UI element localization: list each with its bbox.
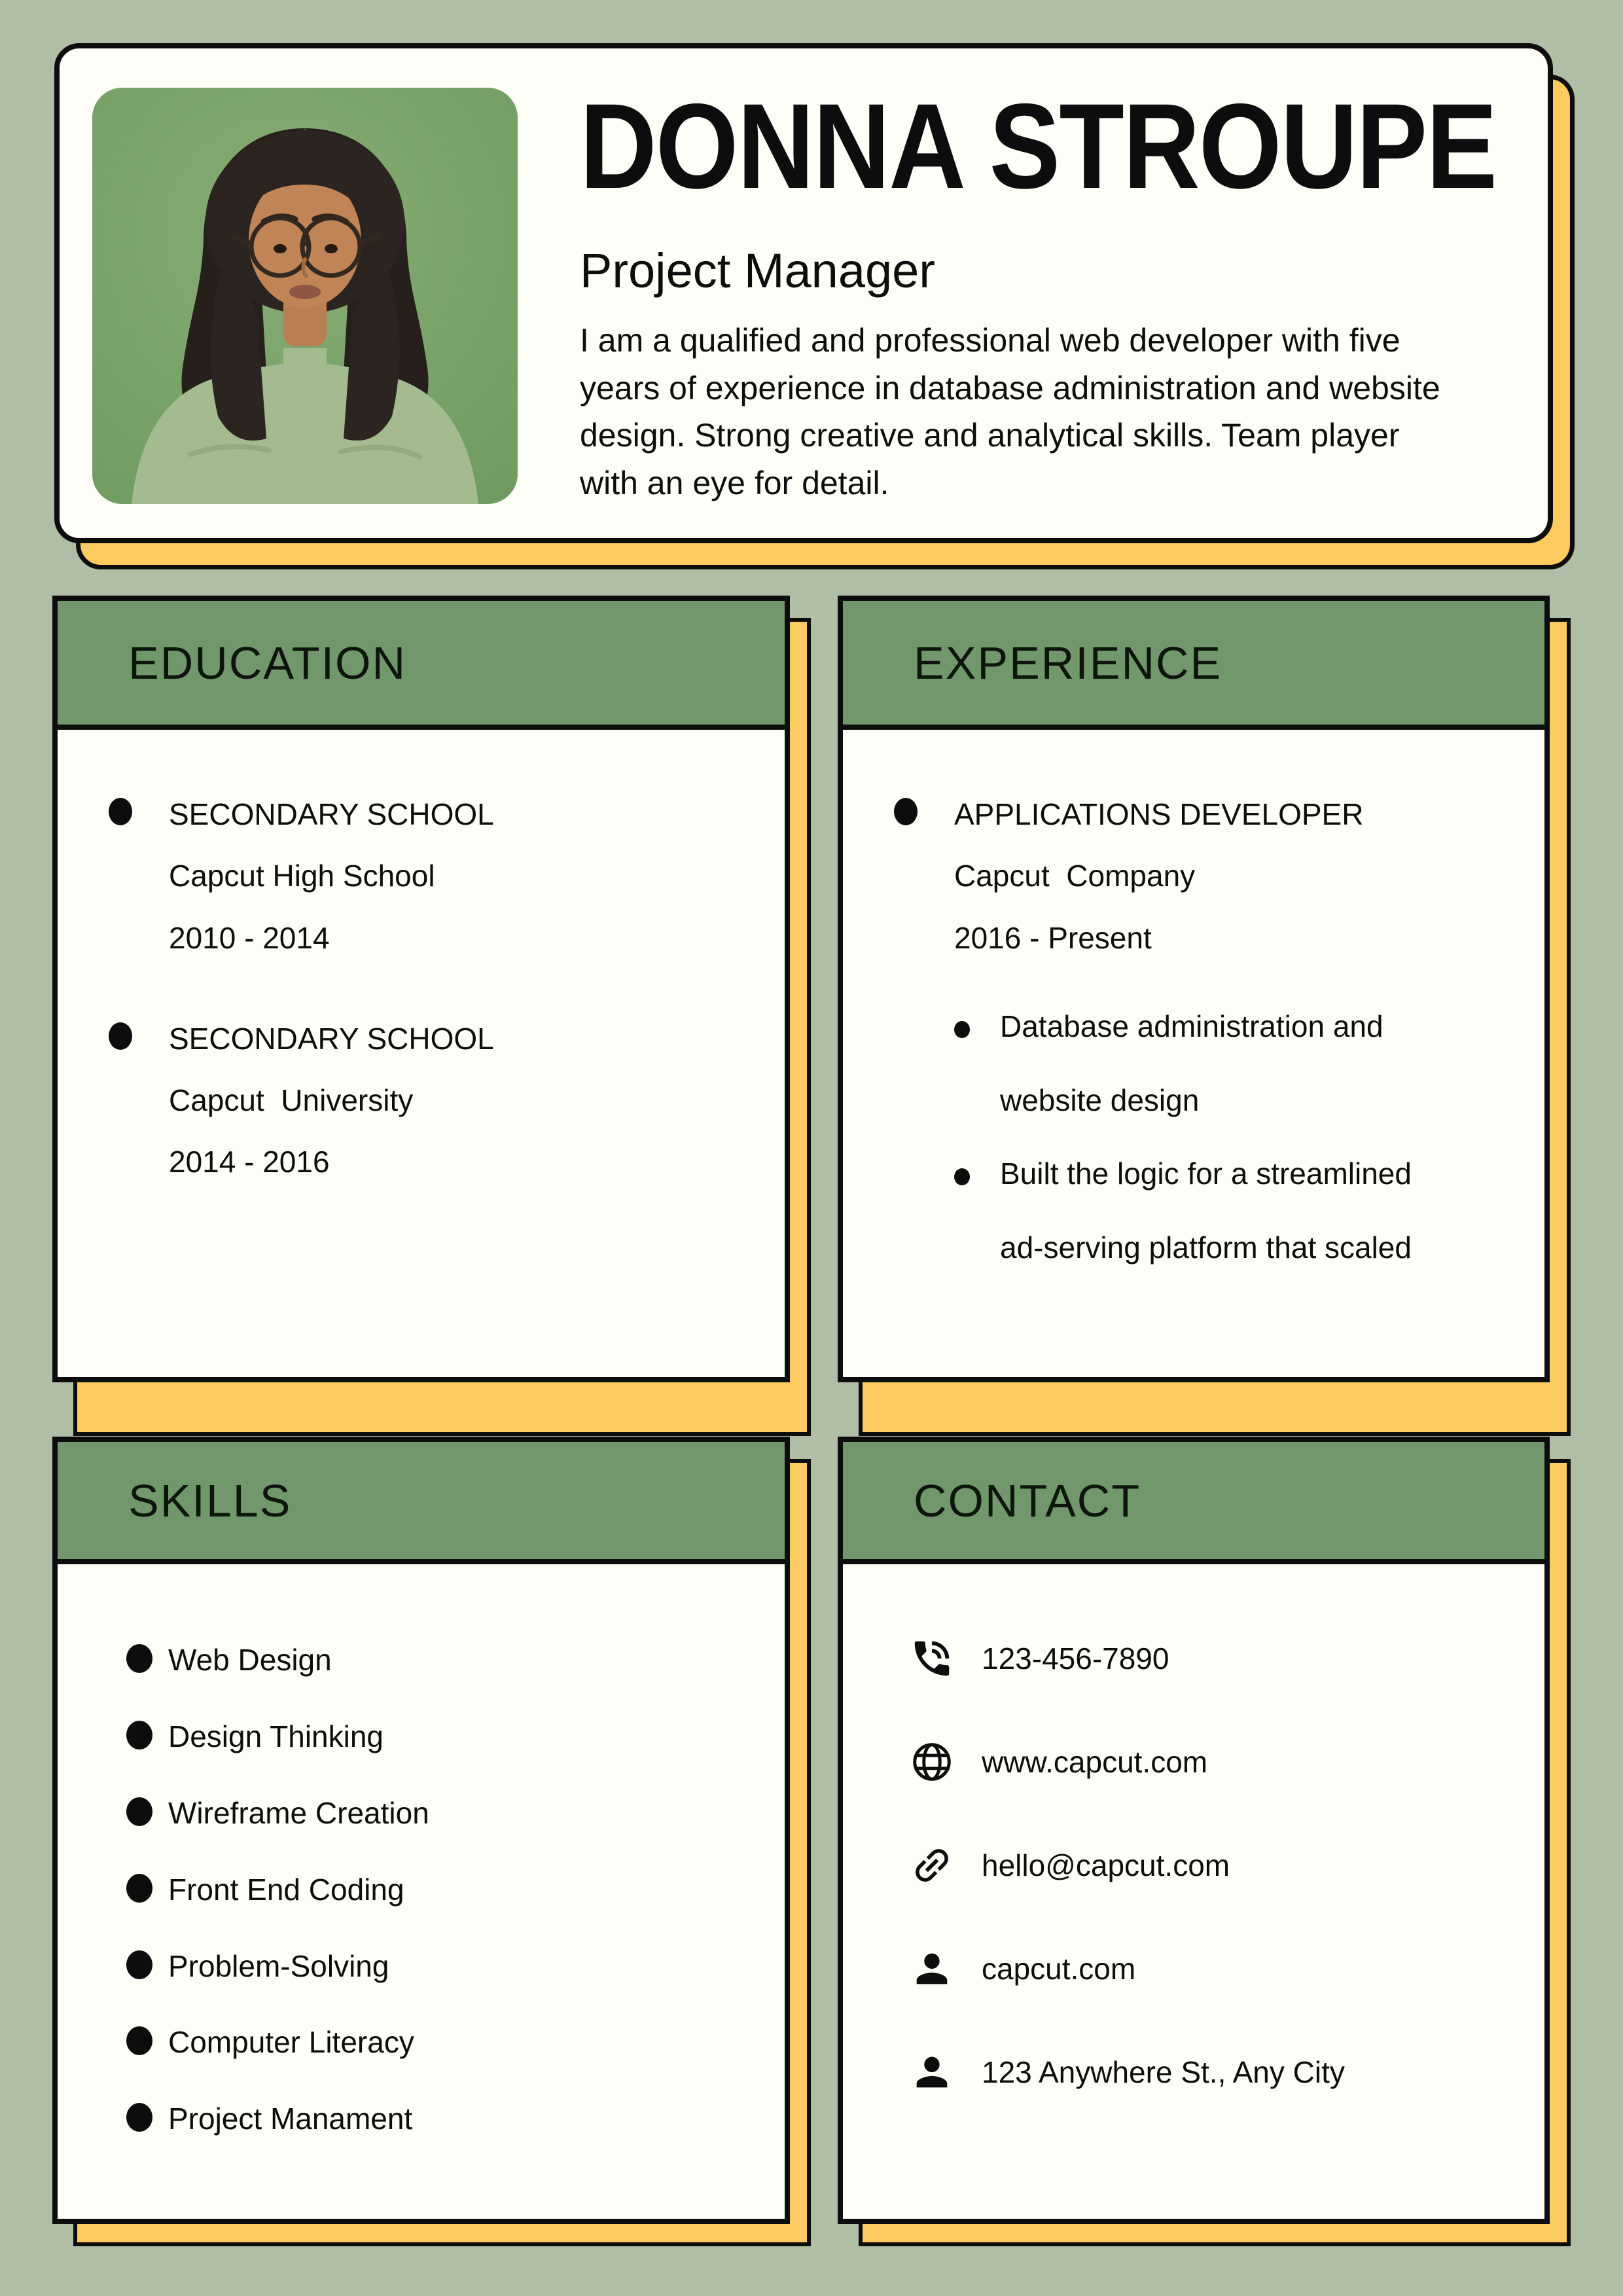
experience-bullet-list (950, 990, 1525, 1285)
years: 2014 - 2016 (169, 1145, 330, 1179)
role: APPLICATIONS DEVELOPER (954, 797, 1364, 831)
years: 2010 - 2014 (169, 920, 330, 955)
experience-title: EXPERIENCE (914, 637, 1222, 689)
skill-item: Problem-Solving (126, 1949, 758, 1984)
experience-bullet: Built the logic for a streamlined ad-serving platform that scaled (950, 1137, 1452, 1284)
experience-role-block (894, 783, 1525, 969)
experience-section (838, 596, 1550, 1382)
experience-content (838, 730, 1550, 1382)
contact-title: CONTACT (914, 1475, 1141, 1526)
education-list (58, 730, 785, 1193)
contact-email: hello@capcut.com (982, 1848, 1230, 1882)
contact-section (838, 1437, 1550, 2224)
skill-item: Wireframe Creation (126, 1796, 758, 1831)
skill-item: Front End Coding (126, 1873, 758, 1907)
education-section (52, 596, 790, 1382)
skills-content (52, 1564, 790, 2224)
contact-row-email (908, 1842, 1525, 1889)
contact-content (838, 1564, 1550, 2224)
contact-header (838, 1437, 1550, 1564)
years: 2016 - Present (954, 920, 1152, 955)
contact-row-address (908, 2049, 1525, 2096)
job-title: Project Manager (580, 243, 935, 298)
skills-list (58, 1564, 785, 2136)
experience-bullet: Database administration and website design (950, 990, 1452, 1137)
phone-icon (908, 1635, 955, 1682)
experience-header (838, 596, 1550, 730)
hero-card (54, 43, 1553, 543)
contact-list (843, 1564, 1544, 2096)
skill-item: Computer Literacy (126, 2025, 758, 2060)
profile-photo (92, 88, 518, 504)
degree: SECONDARY SCHOOL (169, 797, 494, 831)
education-item (109, 1008, 758, 1193)
profile-summary: I am a qualified and professional web developer with five years of experience in database administration and website design. Strong creative and analytical skills. Team player with an eye for detail. (580, 322, 1440, 501)
link-icon (908, 1842, 955, 1889)
contact-row-phone (908, 1635, 1525, 1682)
hero-text-block (580, 79, 1522, 507)
skill-item: Design Thinking (126, 1719, 758, 1754)
skills-header (52, 1437, 790, 1564)
school: Capcut University (169, 1083, 414, 1118)
person-name: DONNA STROUPE (580, 79, 1497, 214)
contact-website: www.capcut.com (982, 1745, 1208, 1779)
person-icon (908, 1945, 955, 1992)
skill-item: Web Design (126, 1643, 758, 1677)
company: Capcut Company (954, 859, 1196, 893)
skills-section (52, 1437, 790, 2224)
degree: SECONDARY SCHOOL (169, 1021, 494, 1056)
contact-row-website (908, 1738, 1525, 1785)
skills-title: SKILLS (128, 1475, 292, 1526)
person-icon (908, 2049, 955, 2096)
contact-profile: capcut.com (982, 1952, 1136, 1986)
portrait-illustration (92, 88, 518, 504)
contact-phone: 123-456-7890 (982, 1641, 1169, 1676)
skill-item: Project Manament (126, 2102, 758, 2136)
school: Capcut High School (169, 859, 435, 893)
education-content (52, 730, 790, 1382)
education-item (109, 783, 758, 969)
globe-icon (908, 1738, 955, 1785)
education-header (52, 596, 790, 730)
contact-row-profile (908, 1945, 1525, 1992)
education-title: EDUCATION (128, 637, 407, 689)
contact-address: 123 Anywhere St., Any City (982, 2055, 1345, 2089)
experience-entry (843, 730, 1544, 1285)
